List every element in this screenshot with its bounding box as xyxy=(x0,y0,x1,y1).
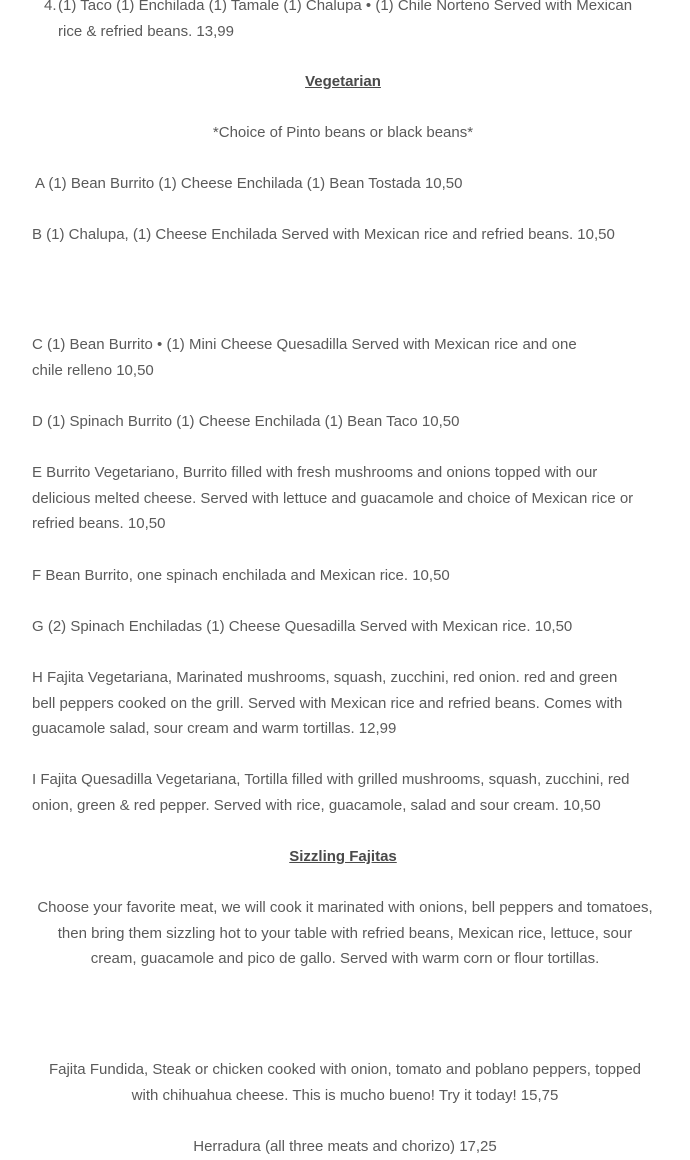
menu-item-combo-4: (1) Taco (1) Enchilada (1) Tamale (1) Chalupa • (1) Chile Norteno Served with Mexican rice & refried beans. 13,99 xyxy=(58,0,633,40)
menu-item-veg-e: E Burrito Vegetariano, Burrito filled with fresh mushrooms and onions topped with our delicious melted cheese. Served with lettuce and guacamole and choice of Mexican rice or refried beans. 10,50 xyxy=(32,464,634,533)
menu-item-veg-g: G (2) Spinach Enchiladas (1) Cheese Quesadilla Served with Mexican rice. 10,50 xyxy=(32,618,573,635)
list-item-number: 4. xyxy=(44,0,57,14)
section-heading-fajitas: Sizzling Fajitas xyxy=(289,848,397,865)
menu-item-veg-b: B (1) Chalupa, (1) Cheese Enchilada Served with Mexican rice and refried beans. 10,50 xyxy=(32,226,615,243)
menu-item-veg-h: H Fajita Vegetariana, Marinated mushrooms, squash, zucchini, red onion. red and green bell peppers cooked on the grill. Served with Mexican rice and refried beans. Comes with guacamole salad, sour cream and warm tortillas. 12,99 xyxy=(32,669,623,738)
section-heading-vegetarian: Vegetarian xyxy=(305,73,381,90)
fajitas-intro: Choose your favorite meat, we will cook it marinated with onions, bell peppers and tomatoes, then bring them sizzling hot to your table with refried beans, Mexican rice, lettuce, sour cream, guacamole and pico de gallo. Served with warm corn or flour tortillas. xyxy=(37,899,653,968)
menu-item-fajita-fundida: Fajita Fundida, Steak or chicken cooked with onion, tomato and poblano peppers, topped with chihuahua cheese. This is mucho bueno! Try it today! 15,75 xyxy=(48,1061,642,1104)
menu-item-veg-d: D (1) Spinach Burrito (1) Cheese Enchilada (1) Bean Taco 10,50 xyxy=(32,413,460,430)
menu-item-veg-c: C (1) Bean Burrito • (1) Mini Cheese Quesadilla Served with Mexican rice and one chile relleno 10,50 xyxy=(32,336,577,379)
menu-item-veg-i: I Fajita Quesadilla Vegetariana, Tortilla filled with grilled mushrooms, squash, zucchini, red onion, green & red pepper. Served with rice, guacamole, salad and sour cream. 10,50 xyxy=(32,771,630,814)
menu-item-veg-a: A (1) Bean Burrito (1) Cheese Enchilada (1) Bean Tostada 10,50 xyxy=(35,175,463,192)
menu-item-veg-f: F Bean Burrito, one spinach enchilada and Mexican rice. 10,50 xyxy=(32,567,450,584)
section-note: *Choice of Pinto beans or black beans* xyxy=(212,124,474,141)
menu-item-herradura: Herradura (all three meats and chorizo) 17,25 xyxy=(193,1138,497,1155)
